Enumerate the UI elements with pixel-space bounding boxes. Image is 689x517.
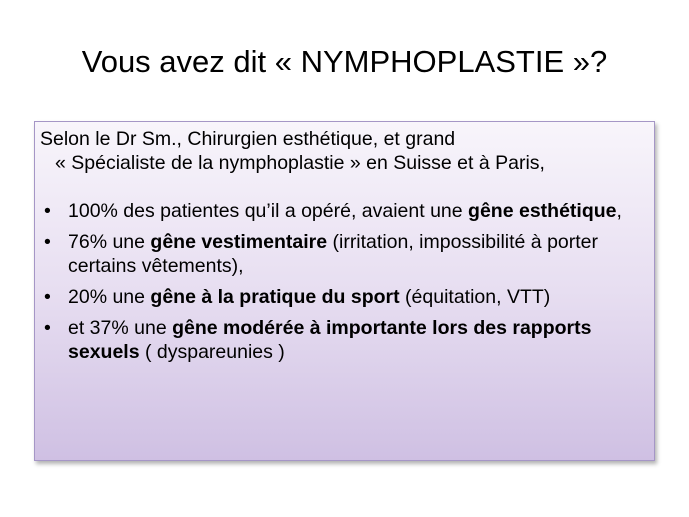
bullet-list: [40, 199, 644, 364]
bullet-icon: •: [44, 317, 51, 339]
bullet-item-sexual: [40, 316, 644, 364]
bullet-icon: •: [44, 200, 51, 222]
bullet-text-end: ,: [616, 200, 622, 222]
bullet-text: et 37% une: [68, 317, 173, 339]
intro-paragraph: [40, 127, 644, 175]
bullet-text-end: (irritation, impossibilité à porter certains vêtements),: [68, 231, 599, 277]
bullet-bold-text: gêne vestimentaire: [150, 231, 328, 253]
bullet-item-aesthetic: [40, 199, 644, 223]
bullet-bold-text: gêne à la pratique du sport: [150, 286, 400, 308]
bullet-item-clothing: [40, 230, 644, 278]
bullet-bold-text: gêne esthétique: [468, 200, 617, 222]
bullet-item-sport: [40, 285, 644, 309]
content-box: [34, 121, 655, 461]
bullet-bold-text: gêne modérée à importante lors des rapports sexuels: [68, 317, 592, 363]
bullet-icon: •: [44, 231, 51, 253]
intro-line-1: Selon le Dr Sm., Chirurgien esthétique, et grand: [40, 128, 456, 150]
bullet-icon: •: [44, 286, 51, 308]
intro-line-2: « Spécialiste de la nymphoplastie » en Suisse et à Paris,: [55, 152, 545, 174]
bullet-text: 100% des patientes qu’il a opéré, avaient une: [68, 200, 469, 222]
bullet-text: 76% une: [68, 231, 151, 253]
bullet-text-end: ( dyspareunies ): [139, 341, 285, 363]
slide-title: Vous avez dit « NYMPHOPLASTIE »?: [81, 44, 608, 79]
bullet-text: 20% une: [68, 286, 151, 308]
bullet-text-end: (équitation, VTT): [399, 286, 551, 308]
